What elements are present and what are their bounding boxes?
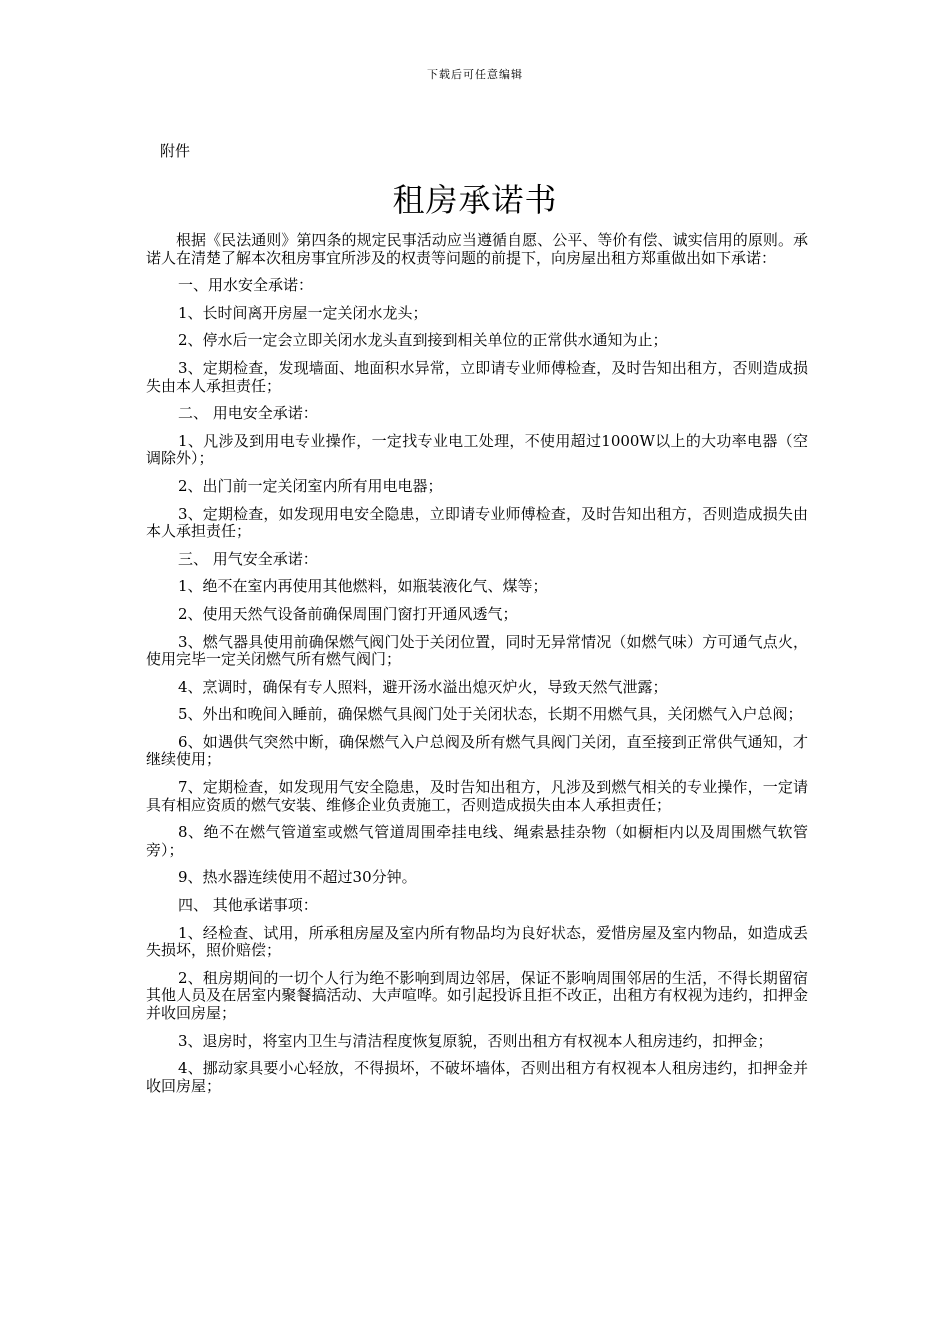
gas-item-5: 5、外出和晚间入睡前，确保燃气具阀门处于关闭状态，长期不用燃气具，关闭燃气入户总阀； (178, 705, 803, 724)
electric-item-1: 1、凡涉及到用电专业操作，一定找专业电工处理，不使用超过1000W以上的大功率电器（空调除外）； (146, 431, 808, 468)
other-item-4: 4、挪动家具要小心轻放，不得损坏，不破坏墙体，否则出租方有权视本人租房违约，扣押金并收回房屋； (146, 1059, 808, 1095)
gas-item-1: 1、绝不在室内再使用其他燃料，如瓶装液化气、煤等； (178, 577, 548, 596)
gas-item-6: 6、如遇供气突然中断，确保燃气入户总阀及所有燃气具阀门关闭，直至接到正常供气通知，才继续使用； (146, 732, 808, 769)
intro-paragraph: 根据《民法通则》第四条的规定民事活动应当遵循自愿、公平、等价有偿、诚实信用的原则。承诺人在清楚了解本次租房事宜所涉及的权责等问题的前提下，向房屋出租方郑重做出如下承诺： (146, 231, 808, 267)
gas-item-3: 3、燃气器具使用前确保燃气阀门处于关闭位置，同时无异常情况（如燃气味）方可通气点火，使用完毕一定关闭燃气所有燃气阀门； (146, 632, 808, 669)
document-body (146, 232, 808, 1105)
attachment-label: 附件 (160, 142, 191, 160)
water-item-1: 1、长时间离开房屋一定关闭水龙头； (178, 303, 428, 322)
other-item-2: 2、租房期间的一切个人行为绝不影响到周边邻居，保证不影响周围邻居的生活，不得长期留宿其他人员及在居室内聚餐搞活动、大声喧哗。如引起投诉且拒不改正，出租方有权视为违约，扣押金并收回房屋； (146, 968, 808, 1022)
section-heading-other: 四、 其他承诺事项： (178, 896, 318, 915)
water-item-2: 2、停水后一定会立即关闭水龙头直到接到相关单位的正常供水通知为止； (178, 331, 668, 350)
section-heading-electric: 二、 用电安全承诺： (178, 404, 318, 423)
section-heading-gas: 三、 用气安全承诺： (178, 549, 318, 568)
gas-item-4: 4、烹调时，确保有专人照料，避开汤水溢出熄灭炉火，导致天然气泄露； (178, 677, 668, 696)
other-item-3: 3、退房时，将室内卫生与清洁程度恢复原貌，否则出租方有权视本人租房违约，扣押金； (178, 1031, 773, 1050)
page-header-note: 下载后可任意编辑 (427, 68, 523, 81)
other-item-1: 1、经检查、试用，所承租房屋及室内所有物品均为良好状态，爱惜房屋及室内物品，如造成丢失损坏，照价赔偿； (146, 923, 808, 960)
electric-item-3: 3、定期检查，如发现用电安全隐患，立即请专业师傅检查，及时告知出租方，否则造成损失由本人承担责任； (146, 504, 808, 541)
document-title: 租房承诺书 (392, 181, 558, 219)
gas-item-8: 8、绝不在燃气管道室或燃气管道周围牵挂电线、绳索悬挂杂物（如橱柜内以及周围燃气软管旁）； (146, 823, 808, 859)
water-item-3: 3、定期检查，发现墙面、地面积水异常，立即请专业师傅检查，及时告知出租方，否则造成损失由本人承担责任； (146, 358, 808, 395)
gas-item-7: 7、定期检查，如发现用气安全隐患，及时告知出租方，凡涉及到燃气相关的专业操作，一定请具有相应资质的燃气安装、维修企业负责施工，否则造成损失由本人承担责任； (146, 778, 808, 814)
gas-item-9: 9、热水器连续使用不超过30分钟。 (178, 868, 417, 887)
electric-item-2: 2、出门前一定关闭室内所有用电电器； (178, 476, 443, 495)
section-heading-water: 一、用水安全承诺： (178, 276, 314, 295)
gas-item-2: 2、使用天然气设备前确保周围门窗打开通风透气； (178, 604, 518, 623)
